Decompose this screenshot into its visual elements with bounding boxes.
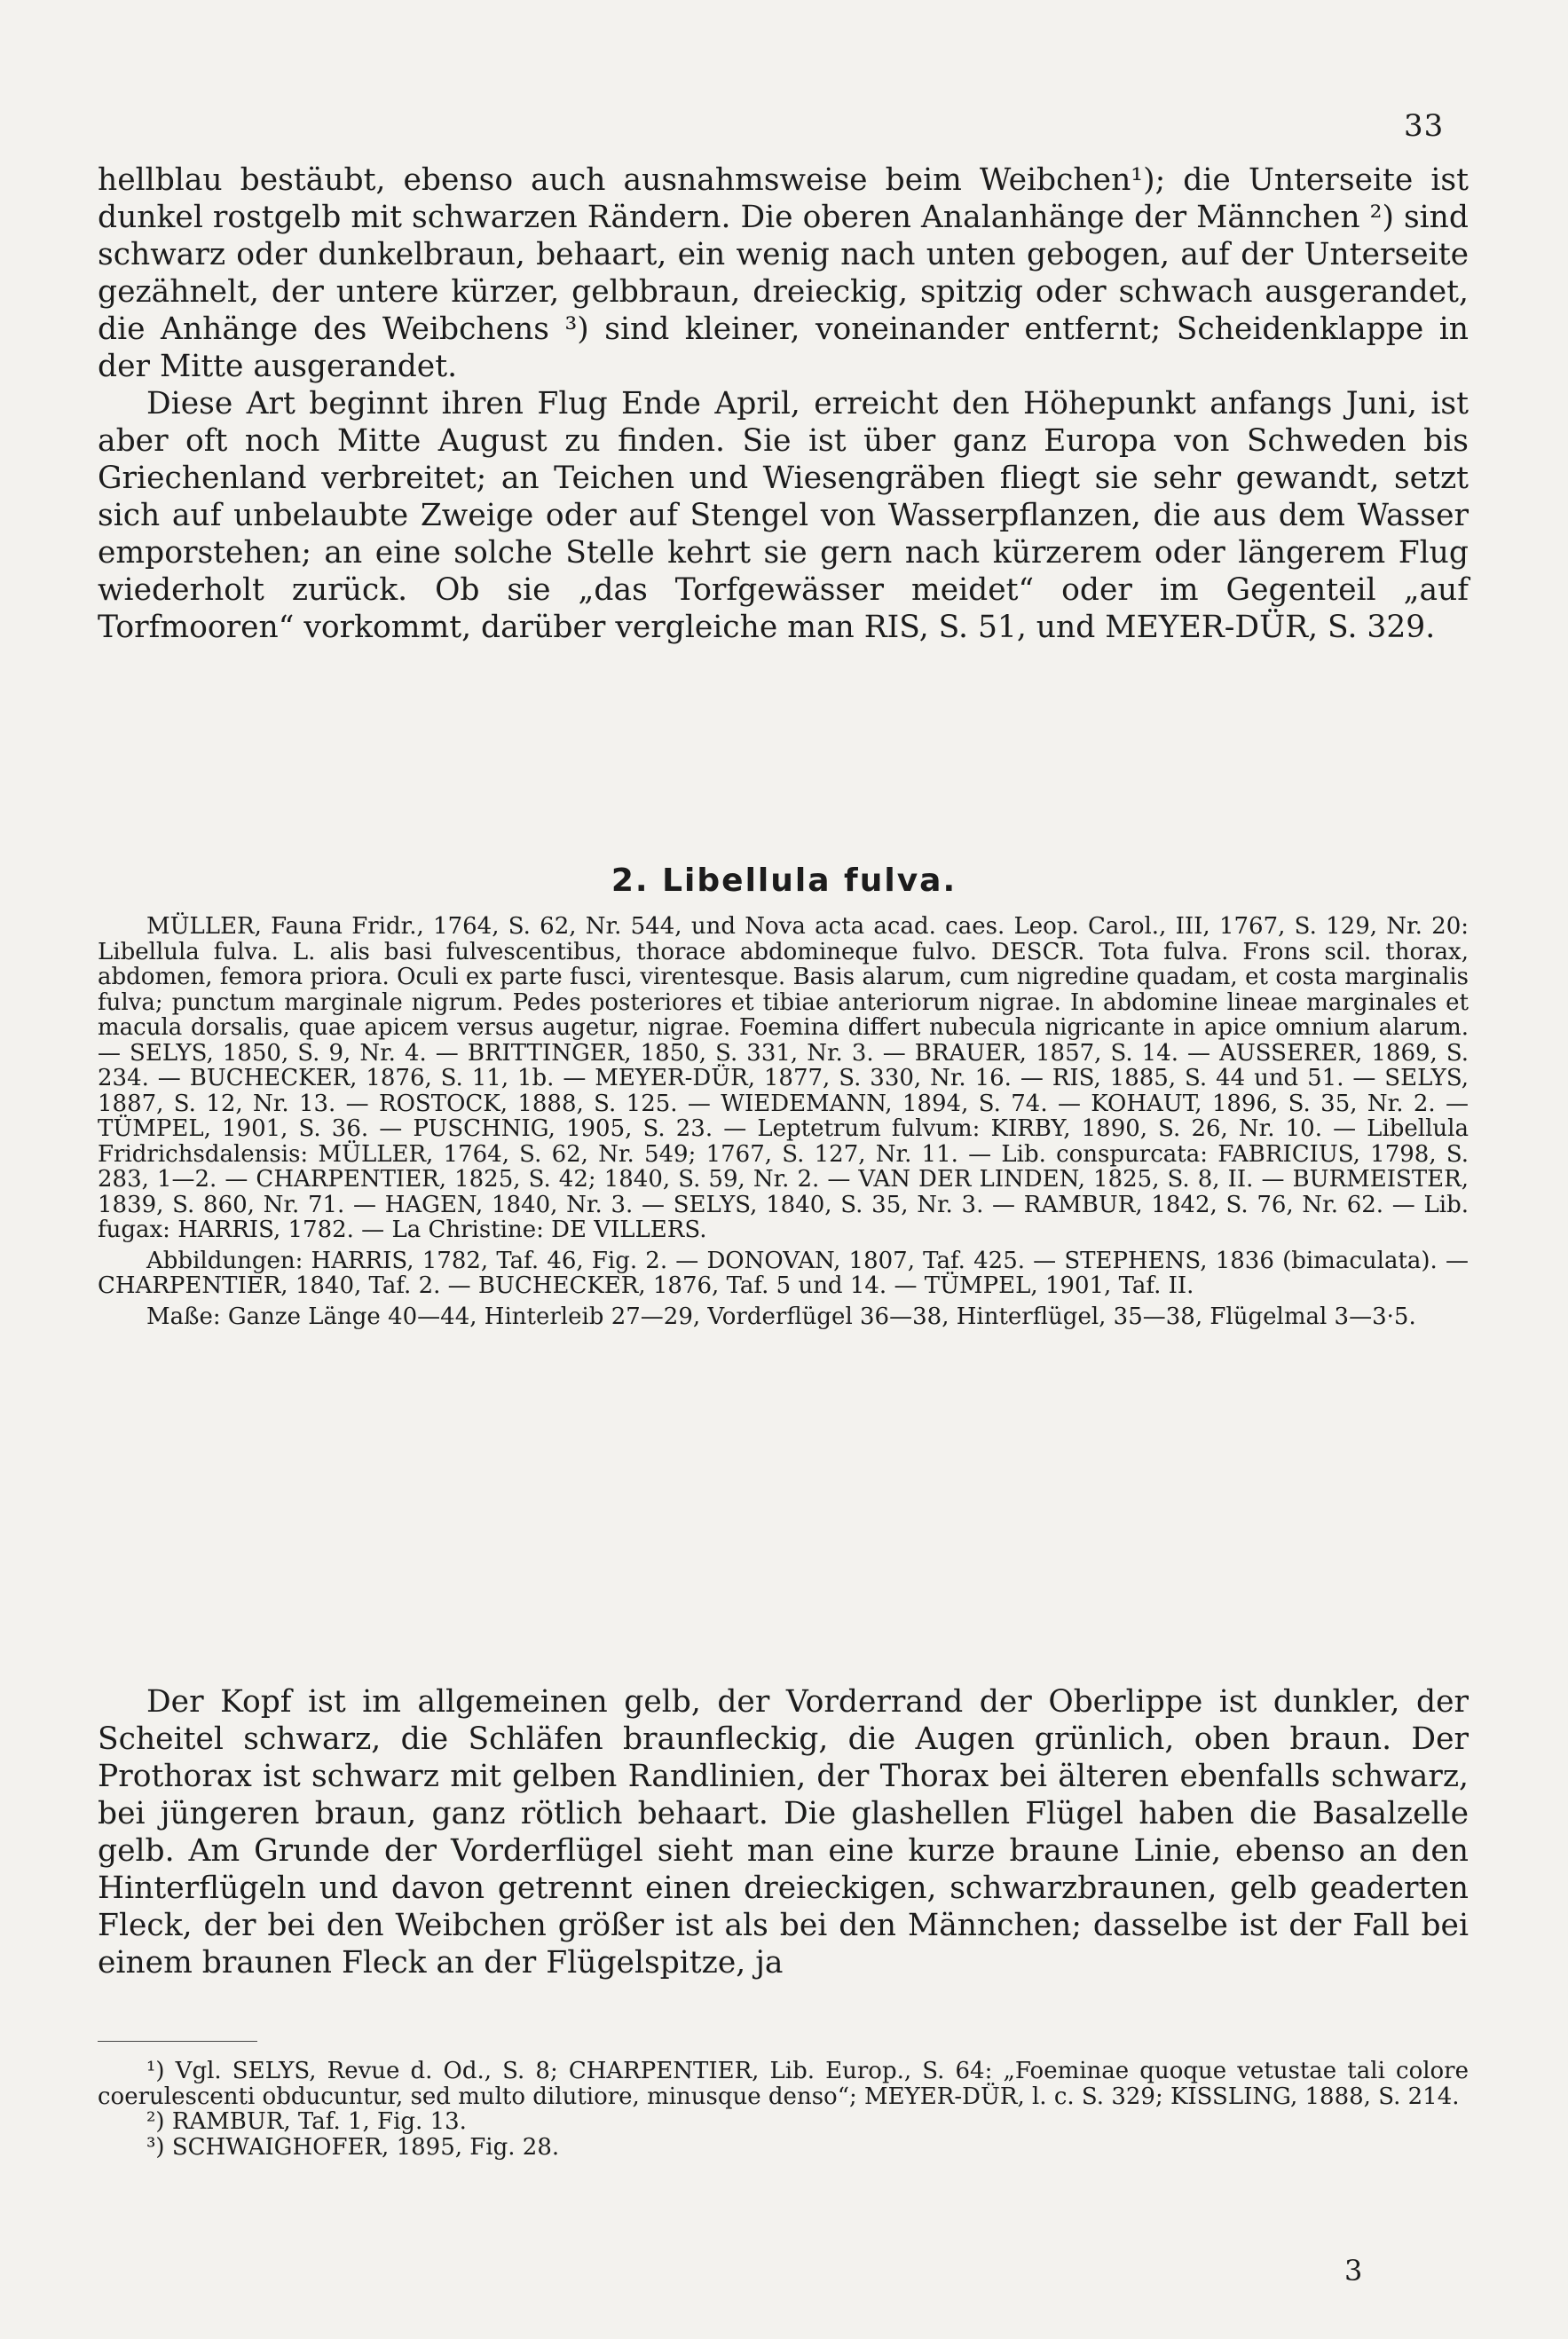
body-text xyxy=(98,161,1469,646)
footnotes xyxy=(98,2059,1469,2160)
paragraph-flight-season: Diese Art beginnt ihren Flug Ende April, erreicht den Höhepunkt anfangs Juni, ist aber oft noch Mitte August zu finden. Sie ist über ganz Europa von Schweden bis Griechenland verbreitet; an Teichen und Wiesengräben fliegt sie sehr gewandt, setzt sich auf unbelaubte Zweige oder auf Stengel von Wasserpflanzen, die aus dem Wasser emporstehen; an eine solche Stelle kehrt sie gern nach kürzerem oder längerem Flug wiederholt zurück. Ob sie „das Torfgewässer meidet“ oder im Gegenteil „auf Torfmooren“ vorkommt, darüber vergleiche man RIS, S. 51, und MEYER-DÜR, S. 329. xyxy=(98,386,1469,645)
synonymy-list: MÜLLER, Fauna Fridr., 1764, S. 62, Nr. 544, und Nova acta acad. caes. Leop. Carol., III, 1767, S. 129, Nr. 20: Libellula fulva. L. alis basi fulvescentibus, thorace abdomineque fulvo. DESCR. Tota fulva. Frons scil. thorax, abdomen, femora priora. Oculi ex parte fusci, virentesque. Basis alarum, cum nigredine quadam, et costa marginalis fulva; punctum marginale nigrum. Pedes posteriores et tibiae anteriorum nigrae. In abdomine lineae marginales et macula dorsalis, quae apicem versus augetur, nigrae. Foemina differt nubecula nigricante in apice omnium alarum. — SELYS, 1850, S. 9, Nr. 4. — BRITTINGER, 1850, S. 331, Nr. 3. — BRAUER, 1857, S. 14. — AUSSERER, 1869, S. 234. — BUCHECKER, 1876, S. 11, 1b. — MEYER-DÜR, 1877, S. 330, Nr. 16. — RIS, 1885, S. 44 und 51. — SELYS, 1887, S. 12, Nr. 13. — ROSTOCK, 1888, S. 125. — WIEDEMANN, 1894, S. 74. — KOHAUT, 1896, S. 35, Nr. 2. — TÜMPEL, 1901, S. 36. — PUSCHNIG, 1905, S. 23. — Leptetrum fulvum: KIRBY, 1890, S. 26, Nr. 10. — Libellula Fridrichsdalensis: MÜLLER, 1764, S. 62, Nr. 549; 1767, S. 127, Nr. 11. — Lib. conspurcata: FABRICIUS, 1798, S. 283, 1—2. — CHARPENTIER, 1825, S. 42; 1840, S. 59, Nr. 2. — VAN DER LINDEN, 1825, S. 8, II. — BURMEISTER, 1839, S. 860, Nr. 71. — HAGEN, 1840, Nr. 3. — SELYS, 1840, S. 35, Nr. 3. — RAMBUR, 1842, S. 76, Nr. 62. — Lib. fugax: HARRIS, 1782. — La Christine: DE VILLERS. xyxy=(98,913,1469,1243)
paragraph-hellblau: hellblau bestäubt, ebenso auch ausnahmsweise beim Weibchen¹); die Unterseite ist dunkel rostgelb mit schwarzen Rändern. Die oberen Analanhänge der Männchen ²) sind schwarz oder dunkelbraun, behaart, ein wenig nach unten gebogen, auf der Unterseite gezähnelt, der untere kürzer, gelbbraun, dreieckig, spitzig oder schwach ausgerandet, die Anhänge des Weibchens ³) sind kleiner, voneinander entfernt; Scheidenklappe in der Mitte ausgerandet. xyxy=(98,162,1469,384)
printer-signature: 3 xyxy=(1344,2254,1363,2288)
synonymy-block xyxy=(98,914,1469,1329)
footnote-3: ³) SCHWAIGHOFER, 1895, Fig. 28. xyxy=(146,2133,560,2161)
paragraph-description: Der Kopf ist im allgemeinen gelb, der Vorderrand der Oberlippe ist dunkler, der Scheitel schwarz, die Schläfen braunfleckig, die Augen grünlich, oben braun. Der Prothorax ist schwarz mit gelben Randlinien, der Thorax bei älteren ebenfalls schwarz, bei jüngeren braun, ganz rötlich behaart. Die glashellen Flügel haben die Basalzelle gelb. Am Grunde der Vorderflügel sieht man eine kurze braune Linie, ebenso an den Hinterflügeln und davon getrennt einen dreieckigen, schwarzbraunen, gelb geaderten Fleck, der bei den Weibchen größer ist als bei den Männchen; dasselbe ist der Fall bei einem braunen Fleck an der Flügelspitze, ja xyxy=(98,1684,1469,1981)
page-number: 33 xyxy=(1404,108,1445,144)
footnote-2: ²) RAMBUR, Taf. 1, Fig. 13. xyxy=(146,2108,467,2135)
measurements: Maße: Ganze Länge 40—44, Hinterleib 27—29, Vorderflügel 36—38, Hinterflügel, 35—38, Flügelmal 3—3·5. xyxy=(146,1303,1416,1330)
description-block xyxy=(98,1683,1469,1981)
illustrations-list: Abbildungen: HARRIS, 1782, Taf. 46, Fig. 2. — DONOVAN, 1807, Taf. 425. — STEPHENS, 1836 (bimaculata). — CHARPENTIER, 1840, Taf. 2. — BUCHECKER, 1876, Taf. 5 und 14. — TÜMPEL, 1901, Taf. II. xyxy=(98,1247,1469,1299)
footnote-1: ¹) Vgl. SELYS, Revue d. Od., S. 8; CHARPENTIER, Lib. Europ., S. 64: „Foeminae quoque vetustae tali colore coerulescenti obducuntur, sed multo dilutiore, minusque denso“; MEYER-DÜR, l. c. S. 329; KISSLING, 1888, S. 214. xyxy=(98,2058,1469,2110)
footnote-rule xyxy=(98,2041,257,2042)
species-heading: 2. Libellula fulva. xyxy=(611,862,957,899)
